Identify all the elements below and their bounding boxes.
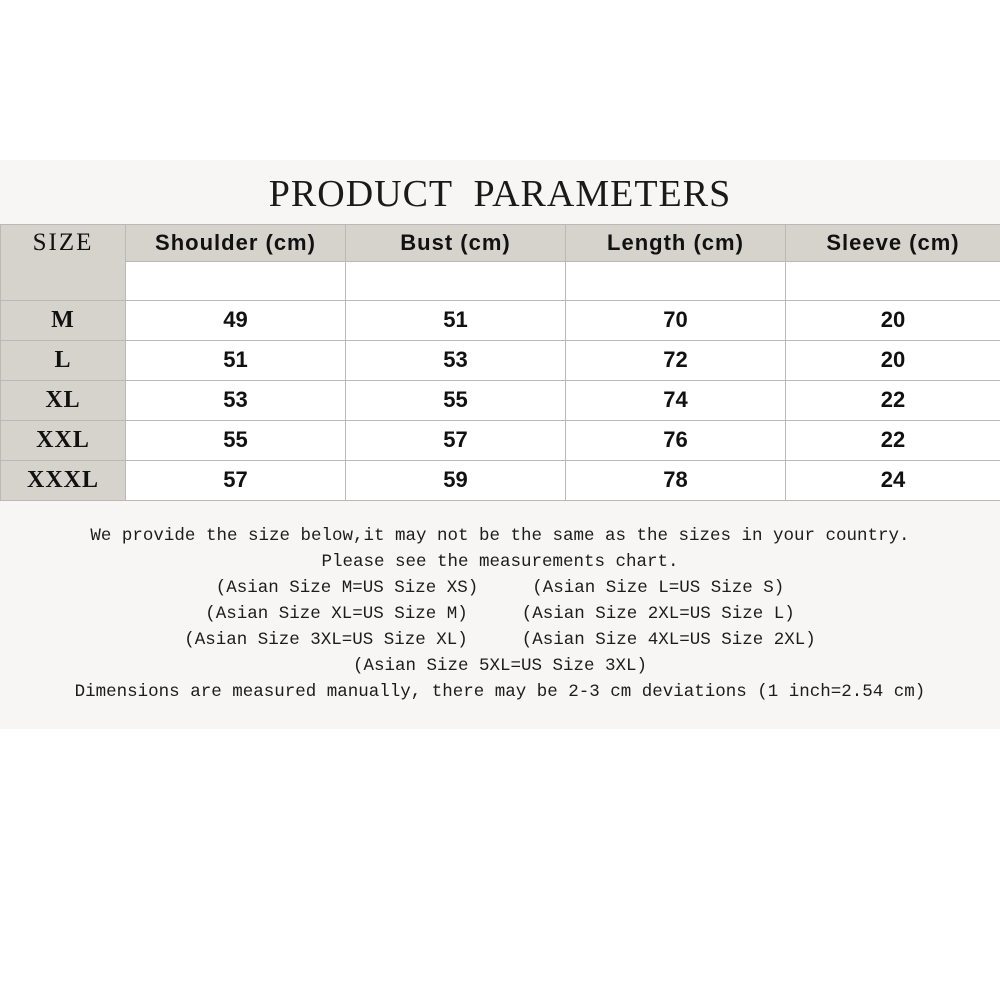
table-row xyxy=(1,300,1000,340)
cell-length: 76 xyxy=(566,420,786,460)
spacer-cell-bust xyxy=(346,261,566,300)
column-header-bust: Bust (cm) xyxy=(346,224,566,261)
row-size-label: M xyxy=(1,300,126,340)
conversion-right: (Asian Size 4XL=US Size 2XL) xyxy=(521,629,816,650)
cell-length: 78 xyxy=(566,460,786,500)
table-header-row xyxy=(1,224,1000,261)
row-size-label: XL xyxy=(1,380,126,420)
table-spacer-row xyxy=(1,261,1000,300)
note-line-chart: Please see the measurements chart. xyxy=(321,551,679,572)
conversion-right: (Asian Size 2XL=US Size L) xyxy=(521,603,795,624)
cell-length: 70 xyxy=(566,300,786,340)
note-line-country: We provide the size below,it may not be the same as the sizes in your country. xyxy=(90,525,910,546)
cell-length: 72 xyxy=(566,340,786,380)
row-size-label: XXL xyxy=(1,420,126,460)
column-header-shoulder: Shoulder (cm) xyxy=(126,224,346,261)
table-row xyxy=(1,380,1000,420)
cell-bust: 51 xyxy=(346,300,566,340)
measurement-disclaimer: Dimensions are measured manually, there may be 2-3 cm deviations (1 inch=2.54 cm) xyxy=(74,681,926,702)
conversion-left: (Asian Size 3XL=US Size XL) xyxy=(184,629,468,650)
conversion-right: (Asian Size L=US Size S) xyxy=(532,577,785,598)
conversion-left: (Asian Size M=US Size XS) xyxy=(215,577,479,598)
cell-shoulder: 53 xyxy=(126,380,346,420)
spacer-cell-shoulder xyxy=(126,261,346,300)
cell-sleeve: 22 xyxy=(786,420,1000,460)
cell-bust: 57 xyxy=(346,420,566,460)
cell-sleeve: 22 xyxy=(786,380,1000,420)
row-size-label: L xyxy=(1,340,126,380)
size-header-continuation xyxy=(1,261,126,300)
product-parameters-panel xyxy=(0,160,1000,729)
cell-bust: 59 xyxy=(346,460,566,500)
size-notes xyxy=(0,501,1000,719)
spacer-cell-sleeve xyxy=(786,261,1000,300)
table-row xyxy=(1,420,1000,460)
cell-shoulder: 51 xyxy=(126,340,346,380)
conversion-left: (Asian Size XL=US Size M) xyxy=(205,603,468,624)
column-header-size: SIZE xyxy=(1,224,126,261)
cell-sleeve: 24 xyxy=(786,460,1000,500)
table-row xyxy=(1,340,1000,380)
column-header-sleeve: Sleeve (cm) xyxy=(786,224,1000,261)
row-size-label: XXXL xyxy=(1,460,126,500)
cell-shoulder: 49 xyxy=(126,300,346,340)
spacer-cell-length xyxy=(566,261,786,300)
conversion-row xyxy=(0,601,1000,627)
size-chart-table xyxy=(0,224,1000,501)
cell-length: 74 xyxy=(566,380,786,420)
table-row xyxy=(1,460,1000,500)
cell-bust: 53 xyxy=(346,340,566,380)
conversion-last: (Asian Size 5XL=US Size 3XL) xyxy=(352,655,648,676)
cell-shoulder: 55 xyxy=(126,420,346,460)
cell-sleeve: 20 xyxy=(786,340,1000,380)
cell-bust: 55 xyxy=(346,380,566,420)
cell-sleeve: 20 xyxy=(786,300,1000,340)
conversion-row xyxy=(0,575,1000,601)
column-header-length: Length (cm) xyxy=(566,224,786,261)
conversion-row xyxy=(0,627,1000,653)
cell-shoulder: 57 xyxy=(126,460,346,500)
page-title: PRODUCT PARAMETERS xyxy=(268,173,732,215)
